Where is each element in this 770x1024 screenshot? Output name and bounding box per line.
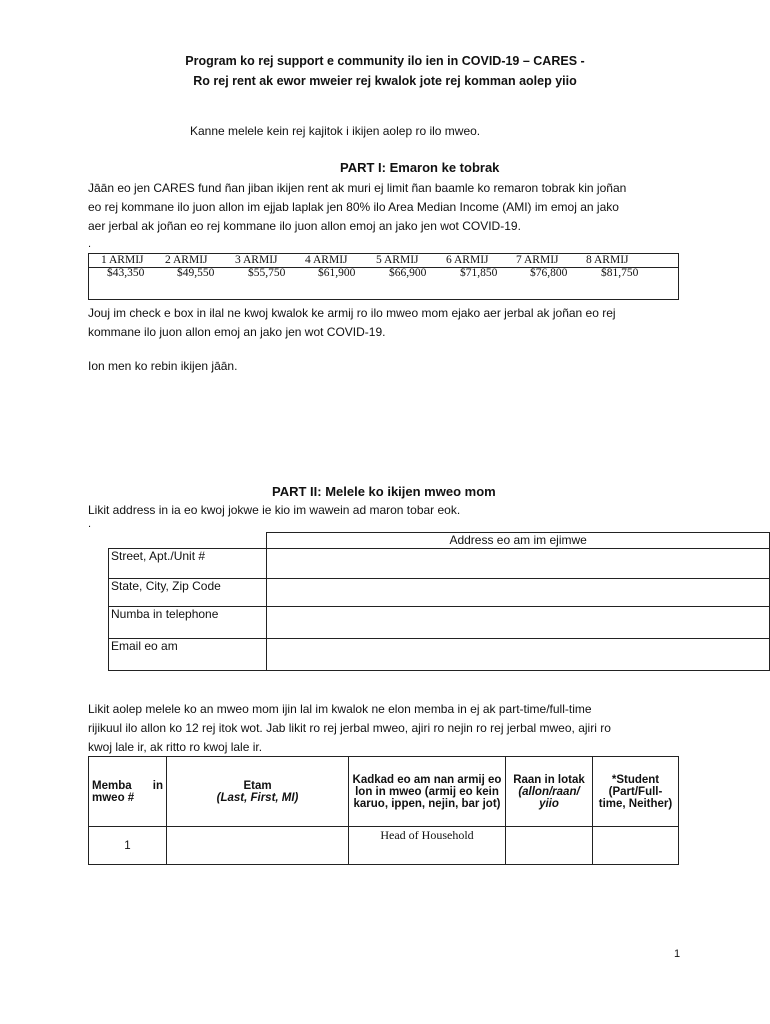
member-student-cell[interactable] (593, 827, 679, 865)
income-label-5: 5 ARMIJ (376, 254, 419, 266)
income-label-3: 3 ARMIJ (235, 254, 278, 266)
income-value-8: $81,750 (601, 267, 639, 279)
document-title-line1: Program ko rej support e community ilo ien in COVID-19 – CARES - (185, 54, 585, 68)
part1-paragraph-line2: eo rej kommane ilo juon allon im ejjab laplak jen 80% ilo Area Median Income (AMI) im emoj an jako (88, 200, 619, 214)
part1-paragraph-line3: aer jerbal ak joñan eo rej kommane ilo juon allon emoj an jako jen wot COVID-19. (88, 219, 521, 233)
page-number: 1 (674, 948, 681, 960)
address-input-state[interactable] (267, 579, 770, 607)
address-instruction: Likit address in ia eo kwoj jokwe ie kio im wawein ad maron tobar eok. (88, 503, 461, 517)
members-instruction-line1: Likit aolep melele ko an mweo mom ijin lal im kwalok ne elon memba in ej ak part-time/full-time (88, 702, 592, 716)
name-header-label: Etam (243, 779, 272, 792)
birthdate-header-label: Raan in lotak (513, 773, 585, 786)
relationship-header: Kadkad eo am nan armij eo lon in mweo (armij eo kein karuo, ippen, nejin, bar jot) (349, 757, 506, 827)
income-value-3: $55,750 (248, 267, 286, 279)
document-subtitle: Kanne melele kein rej kajitok i ikijen aolep ro ilo mweo. (190, 124, 481, 138)
member-number-header-b: in (152, 779, 163, 792)
income-limit-table (88, 253, 679, 300)
income-value-4: $61,900 (318, 267, 356, 279)
member-number-header-c: mweo # (92, 791, 135, 804)
check-instruction (88, 304, 680, 342)
members-instruction (88, 700, 680, 757)
part2-dot: . (88, 518, 92, 530)
member-number-header (89, 757, 167, 827)
household-members-table (88, 756, 679, 865)
member-name-cell[interactable] (167, 827, 349, 865)
members-instruction-line3: kwoj lale ir, ak ritto ro kwoj lale ir. (88, 740, 263, 754)
address-label-email: Email eo am (109, 639, 267, 671)
member-birthdate-cell[interactable] (506, 827, 593, 865)
part1-heading: PART I: Emaron ke tobrak (340, 160, 500, 175)
income-value-7: $76,800 (530, 267, 568, 279)
name-header (167, 757, 349, 827)
income-label-2: 2 ARMIJ (165, 254, 208, 266)
income-label-8: 8 ARMIJ (586, 254, 629, 266)
address-label-phone: Numba in telephone (109, 607, 267, 639)
income-note: Ion men ko rebin ikijen jāān. (88, 359, 238, 373)
part1-paragraph (88, 179, 680, 236)
income-value-5: $66,900 (389, 267, 427, 279)
income-label-1: 1 ARMIJ (101, 254, 144, 266)
address-input-street[interactable] (267, 549, 770, 579)
income-label-6: 6 ARMIJ (446, 254, 489, 266)
address-table (108, 532, 770, 671)
income-value-2: $49,550 (177, 267, 215, 279)
income-label-4: 4 ARMIJ (305, 254, 348, 266)
income-value-1: $43,350 (107, 267, 145, 279)
birthdate-header-sub: (allon/raan/ yiio (518, 785, 580, 810)
address-header: Address eo am im ejimwe (267, 533, 770, 549)
member-number-cell: 1 (89, 827, 167, 865)
income-value-6: $71,850 (460, 267, 498, 279)
part1-paragraph-line1: Jāān eo jen CARES fund ñan jiban ikijen rent ak muri ej limit ñan baamle ko remaron tobrak kin joñan (88, 181, 627, 195)
members-instruction-line2: rijikuul ilo allon ko 12 rej itok wot. Jab likit ro rej jerbal mweo, ajiri ro nejin ro rej jerbal mweo, ajiri ro (88, 721, 611, 735)
member-number-header-a: Memba (92, 779, 132, 792)
address-input-phone[interactable] (267, 607, 770, 639)
member-relationship-cell: Head of Household (349, 827, 506, 865)
name-header-sub: (Last, First, MI) (216, 791, 299, 804)
check-instruction-line2: kommane ilo juon allon emoj an jako jen wot COVID-19. (88, 325, 386, 339)
address-label-state: State, City, Zip Code (109, 579, 267, 607)
student-header: *Student (Part/Full-time, Neither) (593, 757, 679, 827)
birthdate-header (506, 757, 593, 827)
address-input-email[interactable] (267, 639, 770, 671)
check-instruction-line1: Jouj im check e box in ilal ne kwoj kwalok ke armij ro ilo mweo mom ejako aer jerbal ak joñan eo rej (88, 306, 616, 320)
part1-dot: . (88, 238, 92, 250)
address-corner-cell (109, 533, 267, 549)
address-label-street: Street, Apt./Unit # (109, 549, 267, 579)
part2-heading: PART II: Melele ko ikijen mweo mom (272, 484, 496, 499)
income-label-7: 7 ARMIJ (516, 254, 559, 266)
document-title-line2: Ro rej rent ak ewor mweier rej kwalok jote rej komman aolep yiio (193, 74, 577, 88)
